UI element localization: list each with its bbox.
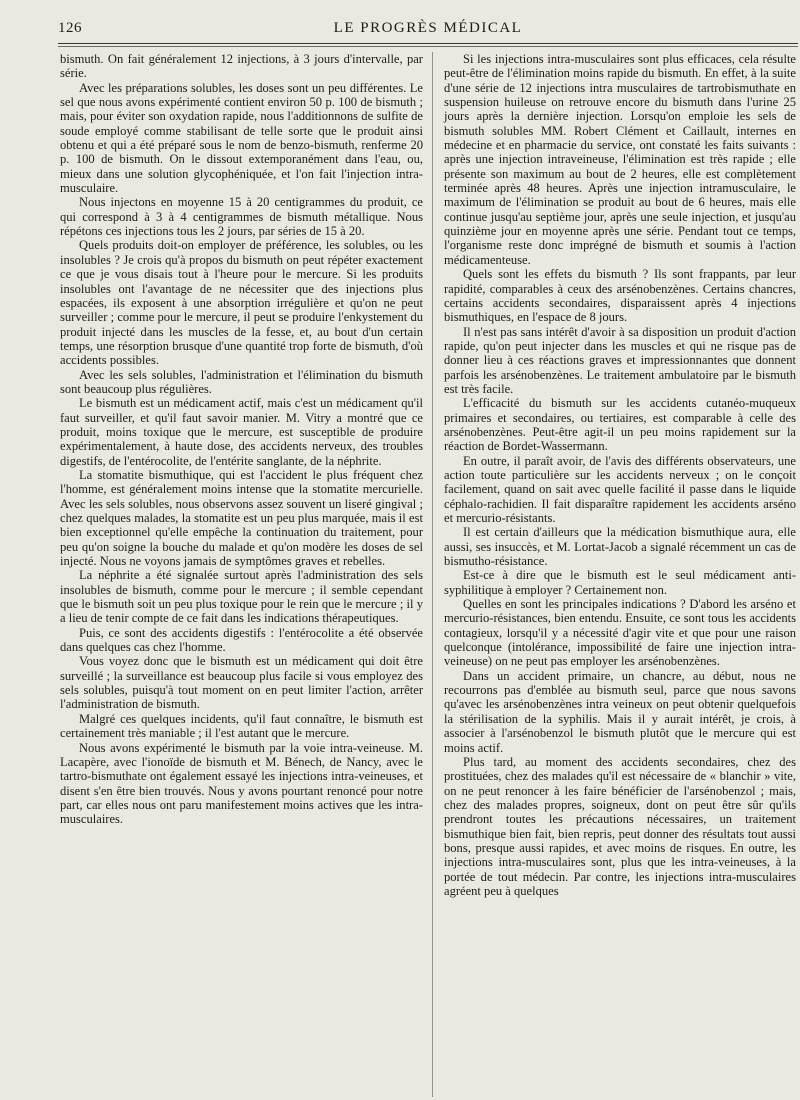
paragraph: La néphrite a été signalée surtout après l'administration des sels insolubles de bismuth, comme pour le mercure ; il semble cependant que le bismuth soit un peu plus toxique pour le rein que le mercure ; il y a lieu de tenir compte de ce fait dans les indications thérapeutiques. bbox=[60, 568, 423, 626]
paragraph: Malgré ces quelques incidents, qu'il faut connaître, le bismuth est certainement très maniable ; il l'est autant que le mercure. bbox=[60, 711, 423, 741]
paragraph: Le bismuth est un médicament actif, mais c'est un médicament qu'il faut surveiller, et qu'il faut savoir manier. M. Vitry a montré que ce produit, moins toxique que le mercure, est susceptible de produire expérimentalement, à haute dose, des accidents nerveux, des troubles digestifs, de l'entérocolite, de l'entérite sanglante, de la néphrite. bbox=[60, 396, 423, 468]
page-number: 126 bbox=[58, 20, 82, 36]
paragraph: Plus tard, au moment des accidents secondaires, chez des prostituées, chez des malades qu'il est nécessaire de « blanchir » vite, on ne peut renoncer à les faire bénéficier de l'arsénobenzol ; mais, chez des malades propres, soigneux, dont on peut être sûr qu'ils prendront toutes les précautions nécessaires, un traitement bismuthique bien fait, bien repris, peut donner des résultats tout aussi bons, presque aussi rapides, et avec moins de risques. En outre, les injections intra-musculaires sont, plus que les intra-veineuses, à la portée de tout médecin. Par contre, les injections intra-musculaires agréent peu à quelques bbox=[444, 754, 796, 898]
paragraph: Il n'est pas sans intérêt d'avoir à sa disposition un produit d'action rapide, qu'on peut injecter dans les muscles et qui ne risque pas de donner lieu à ces réactions graves et impressionnantes que donnent parfois les arsénobenzènes. Le traitement ambulatoire par le bismuth est très facile. bbox=[444, 324, 796, 396]
paragraph: Dans un accident primaire, un chancre, au début, nous ne recourrons pas d'emblée au bismuth seul, parce que nous savons qu'avec les arsénobenzènes intra veineux on peut obtenir quelquefois la stérilisation de la syphilis. Mais il y aurait intérêt, je crois, à associer à l'arsénobenzol le bismuth plutôt que le mercure qui est moins actif. bbox=[444, 668, 796, 755]
paragraph: Est-ce à dire que le bismuth est le seul médicament anti-syphilitique à employer ? Certainement non. bbox=[444, 568, 796, 597]
paragraph: Vous voyez donc que le bismuth est un médicament qui doit être surveillé ; la surveillance est beaucoup plus facile si vous employez des sels solubles, puisqu'à tout moment on en peut limiter l'action, arrêter l'administration de bismuth. bbox=[60, 654, 423, 712]
paragraph: Si les injections intra-musculaires sont plus efficaces, cela résulte peut-être de l'élimination moins rapide du bismuth. En effet, à la suite d'une série de 12 injections intra musculaires de tartrobismuthate en suspension huileuse on retrouve encore du bismuth dans l'urine 25 jours après la dernière injection. Lorsqu'on emploie les sels de bismuth solubles MM. Robert Clément et Caillault, internes en médecine et en pharmacie du service, ont constaté les faits suivants : après une injection intraveineuse, l'élimination est très rapide ; elle présente son maximum au bout de 2 heures, elle est complètement terminée après 48 heures. Après une injection intramusculaire, le maximum de l'élimination se produit au bout de 6 heures, mais elle continue jusqu'au septième jour, après une seule injection, et jusqu'au quinzième jour en moyenne après une série. Pendant tout ce temps, l'organisme reste donc imprégné de bismuth et soumis à l'action médicamenteuse. bbox=[444, 52, 796, 267]
header-rule bbox=[58, 43, 798, 44]
paragraph: La stomatite bismuthique, qui est l'accident le plus fréquent chez l'homme, est généralement moins intense que la stomatite mercurielle. Avec les sels solubles, nous observons assez souvent un liseré gingival ; chez quelques malades, la stomatite est un peu plus marquée, mais il est bien exceptionnel qu'elle empêche la continuation du traitement, pour peu qu'on soigne la bouche du malade et qu'on modère les doses de sel injecté. Nous ne voyons jamais de symptômes graves et rebelles. bbox=[60, 467, 423, 569]
paragraph: Quelles en sont les principales indications ? D'abord les arséno et mercurio-résistances, bien entendu. Ensuite, ce sont tous les accidents contagieux, lorsqu'il y a nécessité d'agir vite et que pour une raison quelconque (intolérance, impossibilité de faire une injection intra-veineuse) on ne peut pas employer les arsénobenzènes. bbox=[444, 597, 796, 669]
left-column bbox=[60, 52, 423, 827]
journal-title: LE PROGRÈS MÉDICAL bbox=[333, 20, 523, 36]
paragraph: Puis, ce sont des accidents digestifs : l'entérocolite a été observée dans quelques cas chez l'homme. bbox=[60, 625, 423, 655]
paragraph: Il est certain d'ailleurs que la médication bismuthique aura, elle aussi, ses insuccès, et M. Lortat-Jacob a signalé récemment un cas de bismutho-résistance. bbox=[444, 525, 796, 569]
header-rule-double bbox=[58, 46, 798, 47]
paragraph: Avec les préparations solubles, les doses sont un peu différentes. Le sel que nous avons expérimenté contient environ 50 p. 100 de bismuth ; mais, pour éviter son oxydation rapide, nous l'additionnons de sulfite de soude employé comme stabilisant de telle sorte que le produit ainsi obtenu et qui a été préparé sous le nom de benzo-bismuth, renferme 20 p. 100 de bismuth. On le dissout extemporanément dans l'eau, ou, mieux dans une solution glycophéniquée, et l'on fait l'injection intra-musculaire. bbox=[60, 80, 423, 196]
paragraph: L'efficacité du bismuth sur les accidents cutanéo-muqueux primaires et secondaires, ou tertiaires, est comparable à celle des arsénobenzènes. Peut-être agit-il un peu moins rapidement sur la réaction de Bordet-Wassermann. bbox=[444, 396, 796, 454]
paragraph: bismuth. On fait généralement 12 injections, à 3 jours d'intervalle, par série. bbox=[60, 52, 423, 81]
paragraph: Quels produits doit-on employer de préférence, les solubles, ou les insolubles ? Je crois qu'à propos du bismuth on peut répéter exactement ce que je vous disais tout à l'heure pour le mercure. Si les produits insolubles ont l'avantage de ne nécessiter que des injections plus espacées, ils exposent à une absorption irrégulière et qu'on ne peut surveiller ; comme pour le mercure, il peut se produire l'enkystement du produit injecté dans les muscles de la fesse, et, au bout d'un certain temps, une résorption brusque d'une quantité trop forte de bismuth, d'où accidents possibles. bbox=[60, 238, 423, 368]
paragraph: Nous injectons en moyenne 15 à 20 centigrammes du produit, ce qui correspond à 3 à 4 centigrammes de bismuth métallique. Nous répétons ces injections tous les 2 jours, par séries de 15 à 20. bbox=[60, 195, 423, 239]
right-column bbox=[444, 52, 796, 898]
paragraph: Quels sont les effets du bismuth ? Ils sont frappants, par leur rapidité, comparables à ceux des arsénobenzènes. Certains chancres, certains accidents secondaires, disparaissent après 4 injections bismuthiques, en l'espace de 8 jours. bbox=[444, 267, 796, 325]
page-header bbox=[58, 18, 798, 42]
column-divider bbox=[432, 52, 433, 1097]
paragraph: Avec les sels solubles, l'administration et l'élimination du bismuth sont beaucoup plus régulières. bbox=[60, 367, 423, 396]
paragraph: Nous avons expérimenté le bismuth par la voie intra-veineuse. M. Lacapère, avec l'ionoïde de bismuth et M. Bénech, de Nancy, avec le tartro-bismuthate ont également essayé les injections intra-veineuses, et disent s'en être bien trouvés. Nous y avons pourtant renoncé pour notre part, car elles nous ont paru manifestement moins actives que les intra-musculaires. bbox=[60, 740, 423, 827]
paragraph: En outre, il paraît avoir, de l'avis des différents observateurs, une action toute particulière sur les accidents nerveux ; on le conçoit facilement, quand on sait avec quelle facilité il passe dans le liquide céphalo-rachidien. Il fait disparaître rapidement les accidents arséno et mercurio-résistants. bbox=[444, 453, 796, 525]
